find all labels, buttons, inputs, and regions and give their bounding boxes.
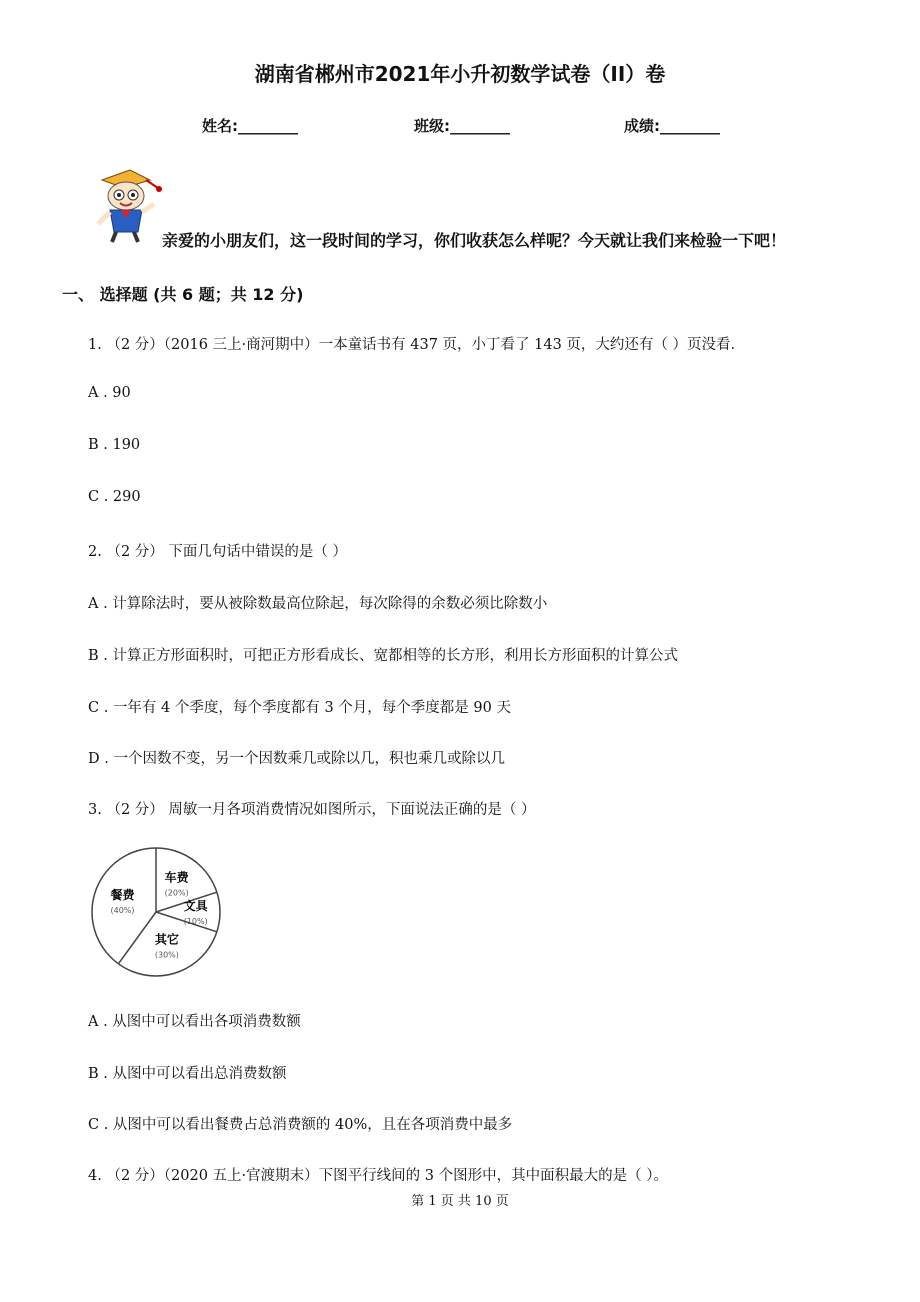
pie-label-餐费: 餐费 (110, 888, 135, 903)
page-title: 湖南省郴州市2021年小升初数学试卷（II）卷 (254, 62, 666, 86)
pie-chart (86, 842, 226, 982)
page-footer: 第 1 页 共 10 页 (411, 1194, 509, 1209)
q1-option-c: C . 290 (88, 489, 141, 505)
q2-option-a: A . 计算除法时，要从被除数最高位除起，每次除得的余数必须比除数小 (88, 596, 548, 612)
class-field: 班级:________ (414, 117, 510, 135)
q3-option-a: A . 从图中可以看出各项消费数额 (88, 1014, 301, 1030)
pie-percent-车费: (20%) (164, 888, 189, 898)
pie-label-其它: 其它 (154, 932, 179, 947)
q3-option-c: C . 从图中可以看出餐费占总消费额的 40%，且在各项消费中最多 (88, 1117, 513, 1133)
q2-option-c: C . 一年有 4 个季度，每个季度都有 3 个月，每个季度都是 90 天 (88, 700, 511, 716)
q2-option-b: B . 计算正方形面积时，可把正方形看成长、宽都相等的长方形，利用长方形面积的计算公式 (88, 648, 678, 664)
question-1: 1. （2 分）（2016 三上·商河期中）一本童话书有 437 页，小丁看了 143 页，大约还有（ ）页没看. (88, 337, 736, 353)
question-2: 2. （2 分） 下面几句话中错误的是（ ） (88, 544, 347, 560)
q1-option-a: A . 90 (88, 385, 131, 401)
pie-label-车费: 车费 (164, 870, 189, 885)
pie-percent-其它: (30%) (154, 950, 179, 960)
question-4: 4. （2 分）（2020 五上·官渡期末）下图平行线间的 3 个图形中，其中面积最大的是（ ）。 (88, 1168, 668, 1184)
pie-percent-文具: (10%) (183, 917, 208, 926)
name-field: 姓名:________ (202, 117, 298, 135)
pie-label-文具: 文具 (183, 899, 208, 913)
question-3: 3. （2 分） 周敏一月各项消费情况如图所示，下面说法正确的是（ ） (88, 802, 536, 818)
mascot-icon (88, 166, 168, 246)
q1-option-b: B . 190 (88, 437, 141, 453)
pie-percent-餐费: (40%) (110, 906, 135, 916)
greeting-text: 亲爱的小朋友们，这一段时间的学习，你们收获怎么样呢？今天就让我们来检验一下吧！ (162, 231, 787, 250)
q3-option-b: B . 从图中可以看出总消费数额 (88, 1066, 287, 1082)
q2-option-d: D . 一个因数不变，另一个因数乘几或除以几，积也乘几或除以几 (88, 751, 505, 767)
section-heading: 一、 选择题 (共 6 题；共 12 分) (62, 285, 304, 304)
score-field: 成绩:________ (624, 117, 720, 135)
